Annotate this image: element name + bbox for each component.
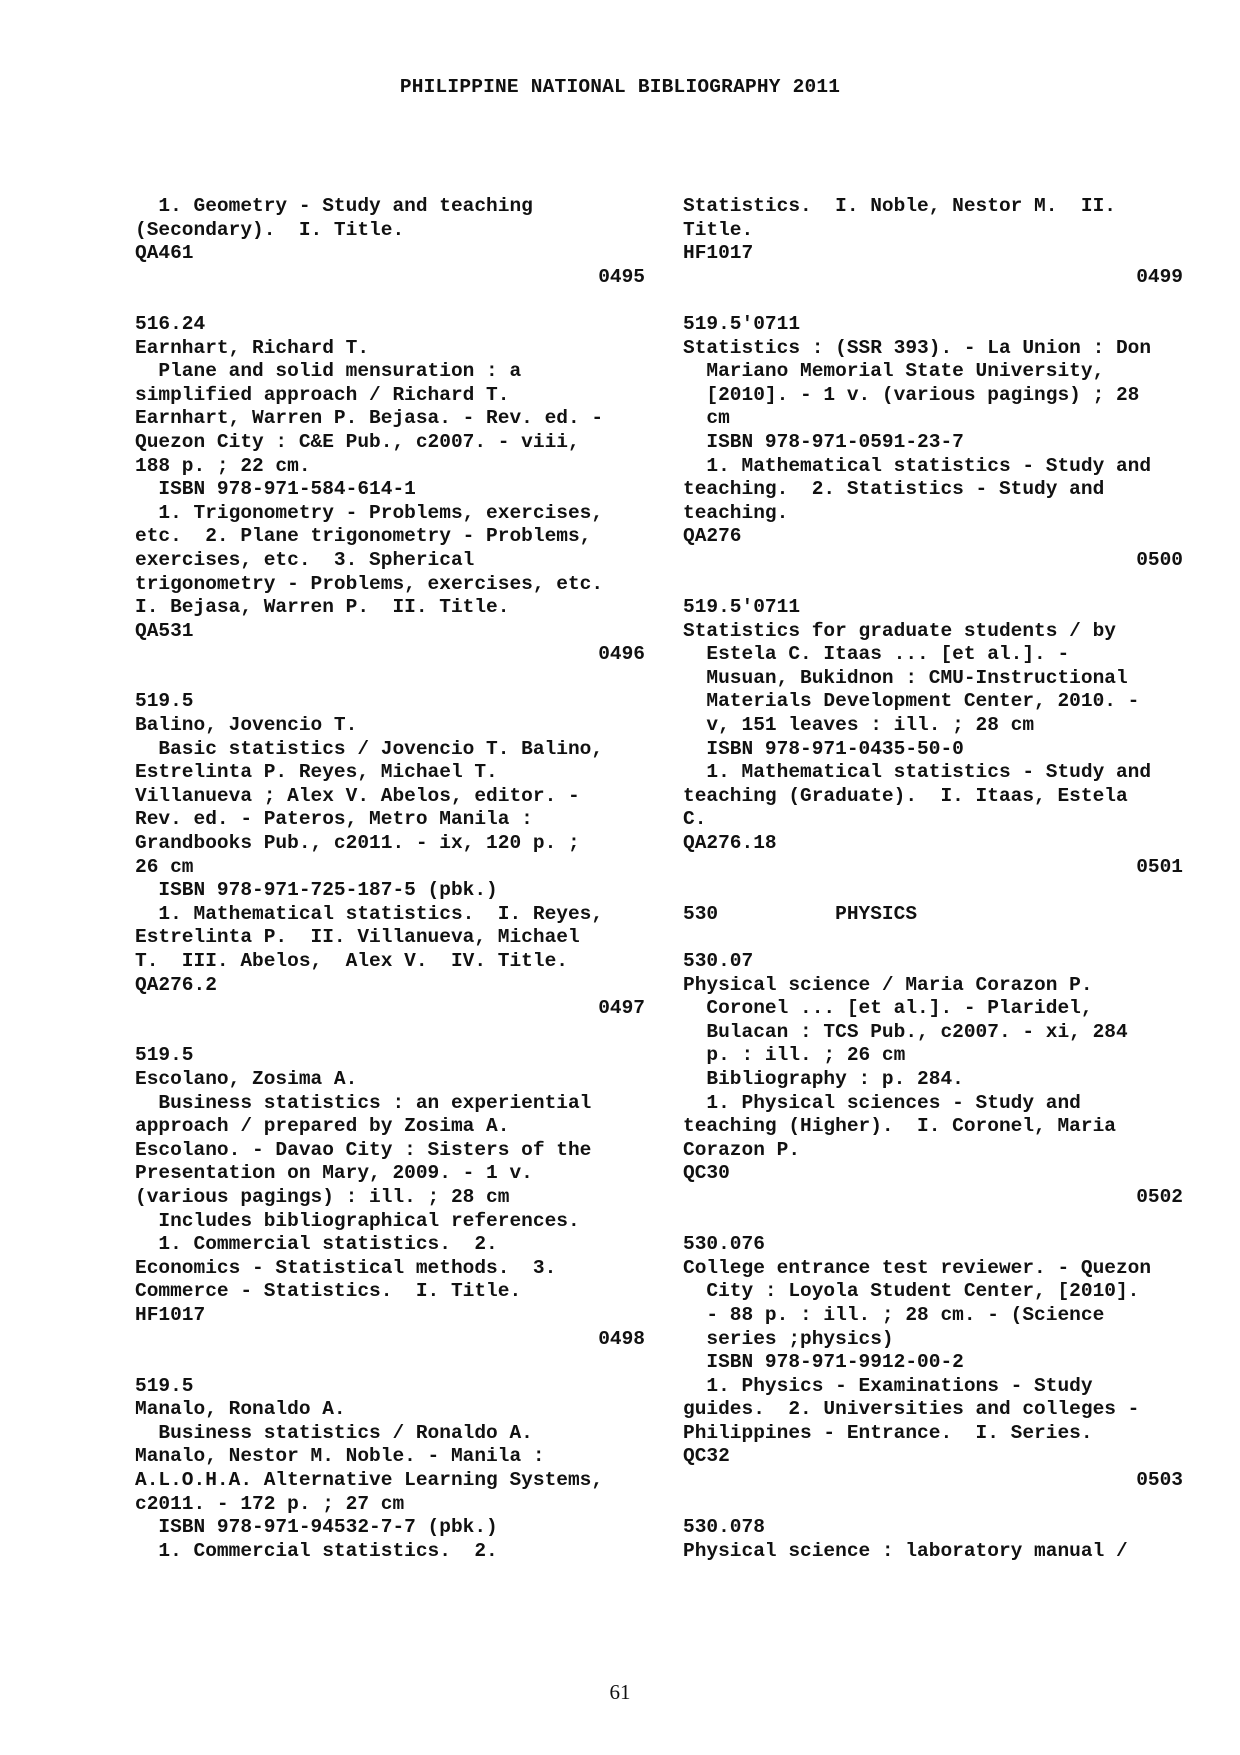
entry-line: Bulacan : TCS Pub., c2007. - xi, 284 xyxy=(683,1020,1128,1043)
entry-line: 519.5'0711 xyxy=(683,596,801,619)
entry-line: Villanueva ; Alex V. Abelos, editor. - xyxy=(135,784,580,807)
blank-line xyxy=(683,1210,1183,1234)
entry-line: [2010]. - 1 v. (various pagings) ; 28 xyxy=(683,383,1140,406)
entry-line: 1. Geometry - Study and teaching xyxy=(135,195,533,217)
entry-line: 516.24 xyxy=(135,312,206,335)
entry-line: Statistics. I. Noble, Nestor M. II. xyxy=(683,195,1116,217)
page-header: PHILIPPINE NATIONAL BIBLIOGRAPHY 2011 xyxy=(399,76,841,98)
entry-line: Earnhart, Warren P. Bejasa. - Rev. ed. - xyxy=(135,407,604,430)
right-column xyxy=(683,195,1183,1563)
entry-line: 519.5 xyxy=(135,1374,194,1397)
entry-line: HF1017 xyxy=(135,1303,206,1326)
entry-line: Corazon P. xyxy=(683,1138,801,1161)
blank-line xyxy=(683,1493,1183,1517)
entry-line: QC32 xyxy=(683,1445,730,1468)
entry-line: 1. Mathematical statistics - Study and xyxy=(683,761,1152,784)
entry-line: Title. xyxy=(683,218,754,241)
left-column xyxy=(135,195,645,1563)
entry-line: Physical science : laboratory manual / xyxy=(683,1539,1128,1562)
entry-line: 1. Physical sciences - Study and xyxy=(683,1091,1081,1114)
entry-line: QA276.2 xyxy=(135,973,217,996)
entry-line: teaching. xyxy=(683,501,789,524)
entry-line: Estrelinta P. Reyes, Michael T. xyxy=(135,761,498,784)
entry-line: QA461 xyxy=(135,242,194,265)
blank-line xyxy=(683,879,1183,903)
entry-line: Earnhart, Richard T. xyxy=(135,336,370,359)
record-number: 0500 xyxy=(1136,548,1183,571)
entry-line: Statistics : (SSR 393). - La Union : Don xyxy=(683,336,1152,359)
blank-line xyxy=(683,573,1183,597)
entry-line: cm xyxy=(683,407,730,430)
entry-line: teaching (Graduate). I. Itaas, Estela xyxy=(683,784,1128,807)
entry-line: 1. Trigonometry - Problems, exercises, xyxy=(135,501,604,524)
entry-line: C. xyxy=(683,808,707,831)
entry-line: simplified approach / Richard T. xyxy=(135,383,510,406)
entry-line: ISBN 978-971-584-614-1 xyxy=(135,478,416,501)
entry-line: Physical science / Maria Corazon P. xyxy=(683,973,1093,996)
blank-line xyxy=(135,667,645,691)
entry-line: approach / prepared by Zosima A. xyxy=(135,1115,510,1138)
entry-line: 519.5'0711 xyxy=(683,312,801,335)
entry-line: c2011. - 172 p. ; 27 cm xyxy=(135,1492,405,1515)
entry-line: Bibliography : p. 284. xyxy=(683,1067,964,1090)
entry-line: QC30 xyxy=(683,1162,730,1185)
record-number: 0497 xyxy=(598,997,645,1020)
entry-line: I. Bejasa, Warren P. II. Title. xyxy=(135,596,510,619)
entry-line: ISBN 978-971-0591-23-7 xyxy=(683,430,964,453)
entry-line: Business statistics : an experiential xyxy=(135,1091,592,1114)
entry-line: Musuan, Bukidnon : CMU-Instructional xyxy=(683,666,1128,689)
entry-line: etc. 2. Plane trigonometry - Problems, xyxy=(135,525,592,548)
entry-line: Mariano Memorial State University, xyxy=(683,360,1105,383)
entry-line: 519.5 xyxy=(135,1044,194,1067)
entry-line: Materials Development Center, 2010. - xyxy=(683,690,1140,713)
entry-line: 530.07 xyxy=(683,950,754,972)
entry-line: p. : ill. ; 26 cm xyxy=(683,1044,906,1067)
entry-line: (various pagings) : ill. ; 28 cm xyxy=(135,1185,510,1208)
entry-line: v, 151 leaves : ill. ; 28 cm xyxy=(683,714,1035,737)
entry-line: Business statistics / Ronaldo A. xyxy=(135,1421,533,1444)
entry-line: exercises, etc. 3. Spherical xyxy=(135,548,475,571)
entry-line: 188 p. ; 22 cm. xyxy=(135,454,311,477)
entry-line: 530.076 xyxy=(683,1233,765,1256)
entry-line: HF1017 xyxy=(683,242,754,265)
entry-line: Presentation on Mary, 2009. - 1 v. xyxy=(135,1162,533,1185)
entry-line: trigonometry - Problems, exercises, etc. xyxy=(135,572,604,595)
entry-line: 530 PHYSICS xyxy=(683,902,918,925)
page-number: 61 xyxy=(609,1680,631,1704)
entry-line: Manalo, Nestor M. Noble. - Manila : xyxy=(135,1445,545,1468)
entry-line: Economics - Statistical methods. 3. xyxy=(135,1256,557,1279)
entry-line: T. III. Abelos, Alex V. IV. Title. xyxy=(135,950,568,972)
entry-line: Balino, Jovencio T. xyxy=(135,714,358,737)
entry-line: Plane and solid mensuration : a xyxy=(135,360,522,383)
entry-line: ISBN 978-971-0435-50-0 xyxy=(683,737,964,760)
entry-line: College entrance test reviewer. - Quezon xyxy=(683,1256,1152,1279)
entry-line: Commerce - Statistics. I. Title. xyxy=(135,1280,522,1303)
entry-line: - 88 p. : ill. ; 28 cm. - (Science xyxy=(683,1303,1105,1326)
blank-line xyxy=(135,1351,645,1375)
entry-line: Statistics for graduate students / by xyxy=(683,619,1116,642)
blank-line xyxy=(135,289,645,313)
record-number: 0503 xyxy=(1136,1469,1183,1492)
entry-line: Escolano, Zosima A. xyxy=(135,1067,358,1090)
entry-line: 519.5 xyxy=(135,690,194,713)
entry-line: series ;physics) xyxy=(683,1327,894,1350)
entry-line: Basic statistics / Jovencio T. Balino, xyxy=(135,737,604,760)
entry-line: 1. Mathematical statistics - Study and xyxy=(683,454,1152,477)
entry-line: ISBN 978-971-94532-7-7 (pbk.) xyxy=(135,1516,498,1539)
entry-line: Grandbooks Pub., c2011. - ix, 120 p. ; xyxy=(135,832,580,855)
record-number: 0498 xyxy=(598,1327,645,1350)
entry-line: teaching. 2. Statistics - Study and xyxy=(683,478,1105,501)
entry-line: QA531 xyxy=(135,619,194,642)
entry-line: 1. Commercial statistics. 2. xyxy=(135,1539,498,1562)
entry-line: QA276.18 xyxy=(683,832,777,855)
entry-line: ISBN 978-971-725-187-5 (pbk.) xyxy=(135,879,498,902)
entry-line: Coronel ... [et al.]. - Plaridel, xyxy=(683,997,1093,1020)
entry-line: Escolano. - Davao City : Sisters of the xyxy=(135,1138,592,1161)
record-number: 0502 xyxy=(1136,1185,1183,1208)
record-number: 0501 xyxy=(1136,855,1183,878)
entry-line: Estela C. Itaas ... [et al.]. - xyxy=(683,643,1070,666)
entry-line: 1. Mathematical statistics. I. Reyes, xyxy=(135,902,604,925)
entry-line: QA276 xyxy=(683,525,742,548)
entry-line: (Secondary). I. Title. xyxy=(135,218,405,241)
entry-line: 1. Commercial statistics. 2. xyxy=(135,1233,498,1256)
entry-line: City : Loyola Student Center, [2010]. xyxy=(683,1280,1140,1303)
record-number: 0495 xyxy=(598,265,645,288)
entry-line: teaching (Higher). I. Coronel, Maria xyxy=(683,1115,1116,1138)
entry-line: A.L.O.H.A. Alternative Learning Systems, xyxy=(135,1469,604,1492)
blank-line xyxy=(135,1021,645,1045)
entry-line: Estrelinta P. II. Villanueva, Michael xyxy=(135,926,580,949)
entry-line: 1. Physics - Examinations - Study xyxy=(683,1374,1093,1397)
blank-line xyxy=(683,926,1183,950)
entry-line: 26 cm xyxy=(135,855,194,878)
entry-line: 530.078 xyxy=(683,1516,765,1539)
record-number: 0499 xyxy=(1136,265,1183,288)
entry-line: Quezon City : C&E Pub., c2007. - viii, xyxy=(135,430,580,453)
entry-line: Rev. ed. - Pateros, Metro Manila : xyxy=(135,808,533,831)
entry-line: Includes bibliographical references. xyxy=(135,1209,580,1232)
record-number: 0496 xyxy=(598,643,645,666)
entry-line: Manalo, Ronaldo A. xyxy=(135,1398,346,1421)
entry-line: guides. 2. Universities and colleges - xyxy=(683,1398,1140,1421)
entry-line: Philippines - Entrance. I. Series. xyxy=(683,1421,1093,1444)
blank-line xyxy=(683,289,1183,313)
entry-line: ISBN 978-971-9912-00-2 xyxy=(683,1351,964,1374)
